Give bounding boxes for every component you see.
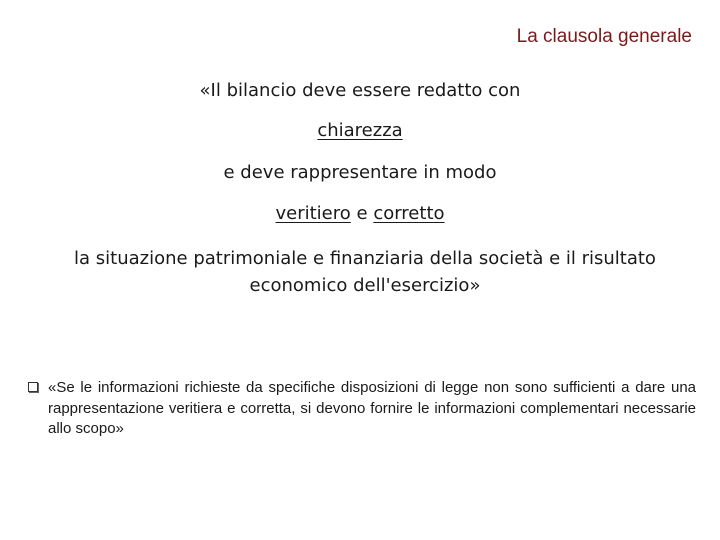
quote-line-2: [0, 120, 720, 142]
quote-line-1: «Il bilancio deve essere redatto con: [199, 80, 521, 101]
quote-line-5: la situazione patrimoniale e finanziaria della società e il risultato economico dell'esercizio»: [74, 248, 656, 296]
checkbox-square-icon: [28, 382, 38, 392]
keyword-chiarezza: chiarezza: [317, 120, 403, 141]
bullet-item: [28, 378, 696, 440]
conjunction: e: [356, 203, 368, 224]
quote-line-4: [0, 203, 720, 225]
keyword-corretto: corretto: [373, 203, 445, 224]
keyword-veritiero: veritiero: [275, 203, 351, 224]
bullet-text: «Se le informazioni richieste da specifiche disposizioni di legge non sono sufficienti a dare una rappresentazione veritiera e corretta, si devono fornire le informazioni complementari necessarie allo scopo»: [48, 379, 696, 437]
quote-line-3: e deve rappresentare in modo: [223, 162, 497, 183]
slide-title: La clausola generale: [516, 26, 692, 47]
